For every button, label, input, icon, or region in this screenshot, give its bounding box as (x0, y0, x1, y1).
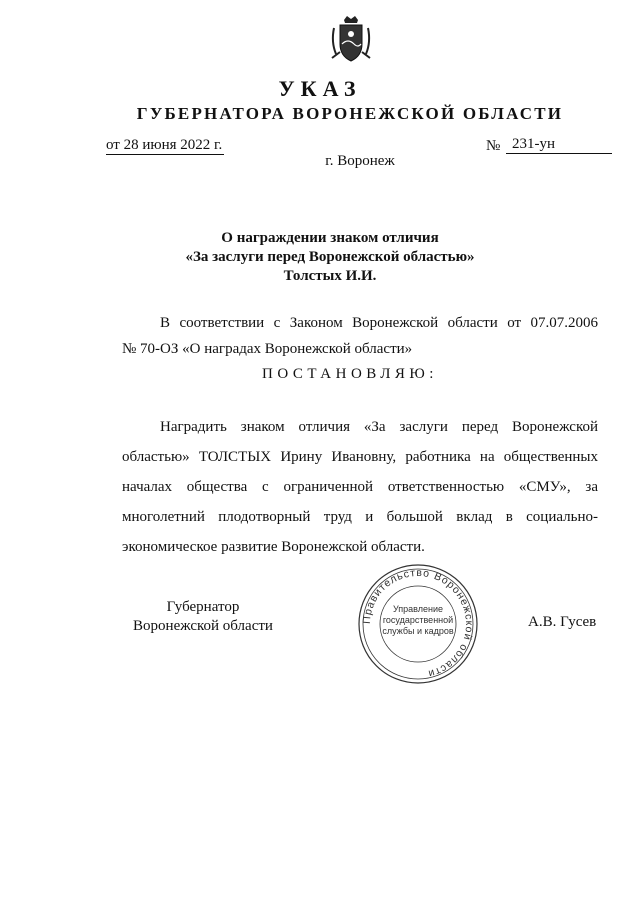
stamp-ring-text: Правительство Воронежской области (360, 566, 476, 680)
body-line-3: началах общества с ограниченной ответственностью «СМУ», за (122, 479, 598, 495)
governor-position-line-2: Воронежской области (133, 618, 273, 634)
city: г. Воронеж (325, 153, 395, 169)
decree-number-value: 231-ун (512, 136, 556, 152)
decree-date: от 28 июня 2022 г. (106, 137, 223, 153)
stamp-center-line-3: службы и кадров (382, 626, 454, 636)
preamble-line-1: В соответствии с Законом Воронежской области от 07.07.2006 (160, 315, 598, 331)
body-line-2: областью» ТОЛСТЫХ Ирину Ивановну, работника на общественных (122, 449, 598, 465)
subject-line-1: О награждении знаком отличия (221, 230, 439, 246)
subject-line-3: Толстых И.И. (283, 268, 377, 284)
document-title: УКАЗ (278, 76, 362, 101)
signatory-name: А.В. Гусев (528, 614, 597, 630)
preamble-paragraph (122, 308, 598, 364)
body-line-1: Наградить знаком отличия «За заслуги перед Воронежской (160, 419, 598, 435)
official-stamp (356, 562, 480, 686)
decree-number-label: № (486, 138, 501, 154)
decree-number (506, 135, 612, 154)
document-subtitle: ГУБЕРНАТОРА ВОРОНЕЖСКОЙ ОБЛАСТИ (136, 104, 564, 123)
stamp-center-line-1: Управление (392, 604, 444, 614)
governor-position-line-1: Губернатор (166, 599, 240, 615)
stamp-center-line-2: государственной (382, 615, 454, 625)
decree-word: ПОСТАНОВЛЯЮ: (262, 366, 438, 382)
coat-of-arms-emblem (328, 14, 374, 66)
body-line-5: экономическое развитие Воронежской области. (122, 539, 425, 555)
body-paragraph (122, 412, 598, 562)
subject-line-2: «За заслуги перед Воронежской областью» (185, 249, 475, 265)
body-line-4: многолетний плодотворный труд и большой вклад в социально- (122, 509, 598, 525)
preamble-line-2: № 70-ОЗ «О наградах Воронежской области» (122, 341, 413, 357)
